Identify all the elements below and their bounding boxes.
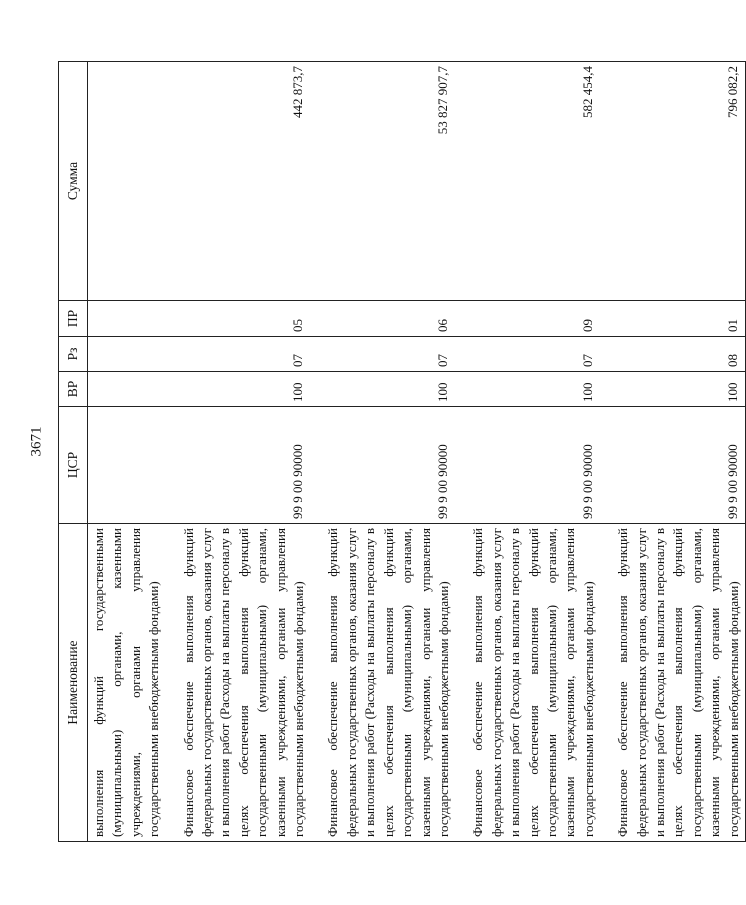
row-sum: 53 827 907,7 <box>322 62 455 301</box>
budget-table-sheet <box>58 62 741 842</box>
row-vr: 100 <box>322 372 455 407</box>
table-row-lead <box>88 62 166 842</box>
table-row <box>322 62 455 842</box>
row-rz: 07 <box>322 337 455 372</box>
row-csr: 99 9 00 90000 <box>178 407 311 524</box>
row-sum: 582 454,4 <box>467 62 600 301</box>
budget-table <box>58 61 746 842</box>
row-sum: 796 082,2 <box>612 62 745 301</box>
row-csr: 99 9 00 90000 <box>467 407 600 524</box>
table-header-row <box>59 62 88 842</box>
header-name: Наименование <box>59 524 88 842</box>
header-pr: ПР <box>59 301 88 337</box>
row-rz: 07 <box>467 337 600 372</box>
row-name: Финансовое обеспечение выполнения функций федеральных государственных органов, оказания услуг и выполнения работ (Расходы на выплаты персоналу в целях обеспечения выполнения функций государственными (муниципальными) органами, казенными учреждениями, органами управления государственными внебюджетными фондами) <box>322 524 455 842</box>
row-vr: 100 <box>467 372 600 407</box>
table-row <box>467 62 600 842</box>
row-sum: 442 873,7 <box>178 62 311 301</box>
table-row <box>178 62 311 842</box>
row-csr: 99 9 00 90000 <box>322 407 455 524</box>
header-sum: Сумма <box>59 62 88 301</box>
header-rz: Рз <box>59 337 88 372</box>
row-name: Финансовое обеспечение выполнения функций федеральных государственных органов, оказания услуг и выполнения работ (Расходы на выплаты персоналу в целях обеспечения выполнения функций государственными (муниципальными) органами, казенными учреждениями, органами управления государственными внебюджетными фондами) <box>467 524 600 842</box>
page-number: 3671 <box>28 426 45 457</box>
row-vr: 100 <box>612 372 745 407</box>
row-rz: 08 <box>612 337 745 372</box>
header-vr: ВР <box>59 372 88 407</box>
row-rz: 07 <box>178 337 311 372</box>
row-pr: 09 <box>467 301 600 337</box>
row-pr: 01 <box>612 301 745 337</box>
row-vr: 100 <box>178 372 311 407</box>
table-row <box>612 62 745 842</box>
row-name: Финансовое обеспечение выполнения функций федеральных государственных органов, оказания услуг и выполнения работ (Расходы на выплаты персоналу в целях обеспечения выполнения функций государственными (муниципальными) органами, казенными учреждениями, органами управления государственными внебюджетными фондами) <box>612 524 745 842</box>
row-pr: 06 <box>322 301 455 337</box>
row-csr: 99 9 00 90000 <box>612 407 745 524</box>
lead-fragment-text: выполнения функций государственными (муниципальными) органами, казенными учреждениями, органами управления государственными внебюджетными фондами) <box>88 524 166 842</box>
row-name: Финансовое обеспечение выполнения функций федеральных государственных органов, оказания услуг и выполнения работ (Расходы на выплаты персоналу в целях обеспечения выполнения функций государственными (муниципальными) органами, казенными учреждениями, органами управления государственными внебюджетными фондами) <box>178 524 311 842</box>
header-csr: ЦСР <box>59 407 88 524</box>
row-pr: 05 <box>178 301 311 337</box>
